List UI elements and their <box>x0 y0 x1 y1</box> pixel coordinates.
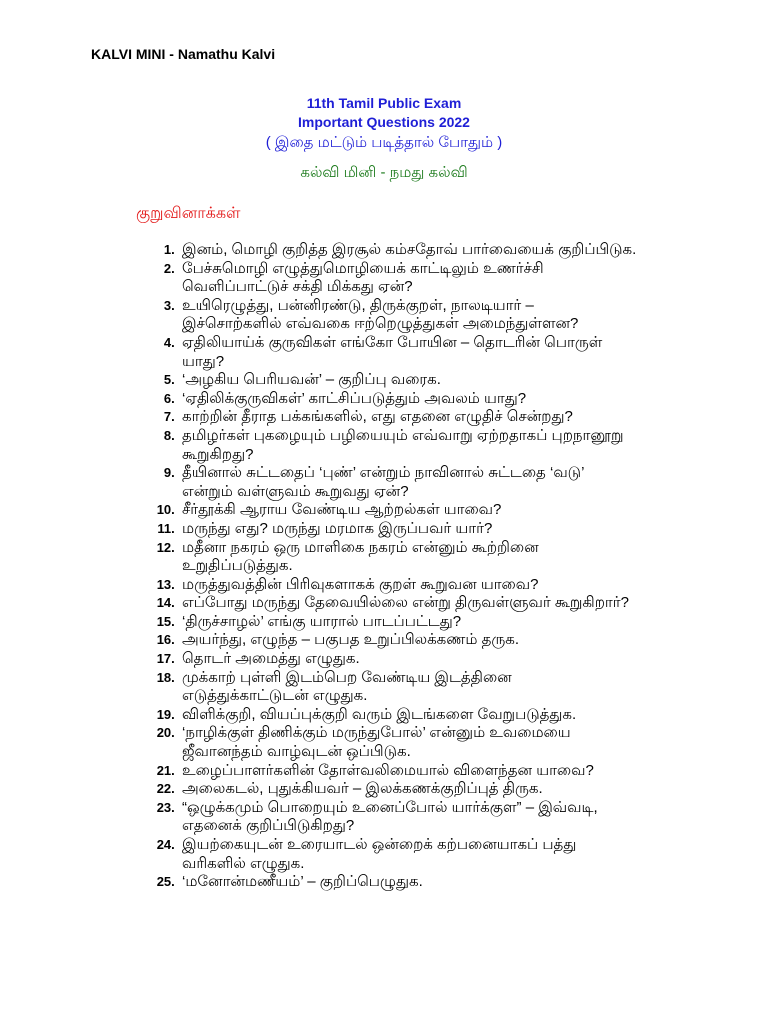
question-text-line: யாது? <box>182 352 225 370</box>
question-text <box>182 836 702 873</box>
question-text <box>182 631 702 650</box>
question-text-line: சீர்தூக்கி ஆராய வேண்டிய ஆற்றல்கள் யாவை? <box>182 501 502 519</box>
question-text-line: ஏதிலியாய்க் குருவிகள் எங்கோ போயின – தொடரின் பொருள் <box>182 333 603 351</box>
question-number: 25. <box>156 874 182 890</box>
question-text-line: ஜீவானந்தம் வாழ்வுடன் ஒப்பிடுக. <box>182 743 411 761</box>
question-item <box>142 390 702 409</box>
question-text <box>182 706 702 725</box>
question-text-line: தீயினால் சுட்டதைப் ‘புண்’ என்றும் நாவினால் சுட்டதை ‘வடு’ <box>182 464 585 482</box>
question-text <box>182 594 702 613</box>
question-number: 22. <box>156 781 182 797</box>
question-text <box>182 241 702 260</box>
question-item <box>142 669 702 706</box>
section-heading: குறுவினாக்கள் <box>136 205 241 222</box>
question-text-line: இயற்கையுடன் உரையாடல் ஒன்றைக் கற்பனையாகப் பத்து <box>182 836 577 853</box>
subtitle: கல்வி மினி - நமது கல்வி <box>300 164 468 181</box>
question-text-line: எடுத்துக்காட்டுடன் எழுதுக. <box>182 687 368 705</box>
question-text-line: உறுதிப்படுத்துக. <box>182 557 293 575</box>
question-text <box>182 669 702 706</box>
question-item <box>142 464 702 501</box>
question-text <box>182 780 702 799</box>
question-list <box>142 241 702 892</box>
question-text <box>182 408 702 427</box>
question-item <box>142 873 702 892</box>
question-text <box>182 576 702 595</box>
question-text-line: தொடர் அமைத்து எழுதுக. <box>182 650 360 668</box>
question-number: 17. <box>156 651 182 667</box>
question-text-line: தமிழர்கள் புகழையும் பழியையும் எவ்வாறு ஏற்றதாகப் புறநானூறு <box>182 426 624 444</box>
question-number: 15. <box>156 613 182 629</box>
question-text-line: இனம், மொழி குறித்த இரசூல் கம்சதோவ் பார்வையைக் குறிப்பிடுக. <box>182 241 637 258</box>
question-item <box>142 371 702 390</box>
question-item <box>142 334 702 371</box>
question-text-line: முக்காற் புள்ளி இடம்பெற வேண்டிய இடத்தினை <box>182 668 512 686</box>
question-number: 13. <box>156 576 182 592</box>
question-text <box>182 799 702 836</box>
question-text <box>182 427 702 464</box>
question-text-line: விளிக்குறி, வியப்புக்குறி வரும் இடங்களை வேறுபடுத்துக. <box>182 705 577 723</box>
question-text-line: வரிகளில் எழுதுக. <box>182 854 305 872</box>
title-line-3: ( இதை மட்டும் படித்தால் போதும் ) <box>265 134 503 151</box>
question-text <box>182 762 702 781</box>
question-number: 8. <box>163 427 182 443</box>
question-text-line: என்றும் வள்ளுவம் கூறுவது ஏன்? <box>182 482 409 500</box>
question-number: 20. <box>156 725 182 741</box>
question-text-line: மதீனா நகரம் ஒரு மாளிகை நகரம் என்னும் கூற்றினை <box>182 538 539 556</box>
title-line-1: 11th Tamil Public Exam <box>306 95 462 111</box>
question-text <box>182 650 702 669</box>
question-number: 6. <box>163 390 182 406</box>
question-text-line: அயர்ந்து, எழுந்த – பகுபத உறுப்பிலக்கணம் தருக. <box>182 631 520 649</box>
question-text-line: “ஒழுக்கமும் பொறையும் உனைப்போல் யார்க்குள” – இவ்வடி, <box>182 798 598 816</box>
question-item <box>142 501 702 520</box>
question-item <box>142 762 702 781</box>
question-number: 11. <box>157 520 182 536</box>
question-item <box>142 650 702 669</box>
question-number: 1. <box>163 242 182 257</box>
question-item <box>142 706 702 725</box>
title-block <box>0 94 768 153</box>
question-text-line: மருந்து எது? மருந்து மரமாக இருப்பவர் யார்? <box>182 519 493 537</box>
question-text <box>182 334 702 371</box>
question-item <box>142 836 702 873</box>
question-number: 5. <box>163 372 182 388</box>
question-item <box>142 539 702 576</box>
question-text <box>182 613 702 632</box>
question-number: 2. <box>163 260 182 276</box>
question-text-line: இச்சொற்களில் எவ்வகை ஈற்றெழுத்துகள் அமைந்துள்ளன? <box>182 315 579 333</box>
question-text <box>182 724 702 761</box>
question-text-line: உயிரெழுத்து, பன்னிரண்டு, திருக்குறள், நாலடியார் – <box>182 296 534 314</box>
question-number: 7. <box>163 409 182 425</box>
question-text <box>182 390 702 409</box>
title-line-2: Important Questions 2022 <box>298 114 470 130</box>
question-number: 10. <box>156 502 182 518</box>
question-number: 24. <box>156 837 182 852</box>
question-item <box>142 576 702 595</box>
question-item <box>142 799 702 836</box>
question-item <box>142 724 702 761</box>
question-item <box>142 260 702 297</box>
question-item <box>142 520 702 539</box>
question-text-line: ‘நாழிக்குள் திணிக்கும் மருந்துபோல்’ என்னும் உவமையை <box>182 724 571 742</box>
question-text-line: கூறுகிறது? <box>182 445 254 463</box>
question-text <box>182 501 702 520</box>
page-header: KALVI MINI - Namathu Kalvi <box>91 46 276 62</box>
question-text-line: மருத்துவத்தின் பிரிவுகளாகக் குறள் கூறுவன யாவை? <box>182 575 539 593</box>
question-text <box>182 464 702 501</box>
question-text-line: எதனைக் குறிப்பிடுகிறது? <box>182 817 355 835</box>
question-text <box>182 520 702 539</box>
question-text-line: உழைப்பாளர்களின் தோள்வலிமையால் விளைந்தன யாவை? <box>182 761 594 779</box>
question-text <box>182 260 702 297</box>
question-text-line: எப்போது மருந்து தேவையில்லை என்று திருவள்ளுவர் கூறுகிறார்? <box>182 594 629 612</box>
question-item <box>142 631 702 650</box>
question-text <box>182 297 702 334</box>
question-text-line: காற்றின் தீராத பக்கங்களில், எது எதனை எழுதிச் சென்றது? <box>182 408 573 426</box>
question-text <box>182 371 702 390</box>
question-item <box>142 427 702 464</box>
question-text-line: ‘மனோன்மணீயம்’ – குறிப்பெழுதுக. <box>182 873 423 891</box>
question-item <box>142 780 702 799</box>
question-number: 23. <box>156 799 182 815</box>
question-item <box>142 408 702 427</box>
question-item <box>142 241 702 260</box>
question-item <box>142 594 702 613</box>
question-text-line: ‘அழகிய பெரியவன்’ – குறிப்பு வரைக. <box>182 371 441 389</box>
question-number: 16. <box>156 632 182 648</box>
question-text-line: ‘திருச்சாழல்’ எங்கு யாரால் பாடப்பட்டது? <box>182 612 462 630</box>
question-number: 4. <box>163 334 182 350</box>
question-number: 9. <box>163 465 182 481</box>
question-item <box>142 613 702 632</box>
question-text-line: பேச்சுமொழி எழுத்துமொழியைக் காட்டிலும் உணர்ச்சி <box>182 259 544 277</box>
question-text-line: வெளிப்பாட்டுச் சக்தி மிக்கது ஏன்? <box>182 278 413 296</box>
question-number: 12. <box>156 539 182 555</box>
question-number: 18. <box>156 669 182 685</box>
question-number: 19. <box>156 706 182 722</box>
question-number: 14. <box>156 595 182 611</box>
question-text-line: ‘ஏதிலிக்குருவிகள்’ காட்சிப்படுத்தும் அவலம் யாது? <box>182 389 527 407</box>
question-number: 3. <box>163 297 182 313</box>
question-text <box>182 539 702 576</box>
question-number: 21. <box>156 762 182 778</box>
question-text-line: அலைகடல், புதுக்கியவர் – இலக்கணக்குறிப்புத் திருக. <box>182 780 543 798</box>
question-item <box>142 297 702 334</box>
question-text <box>182 873 702 892</box>
